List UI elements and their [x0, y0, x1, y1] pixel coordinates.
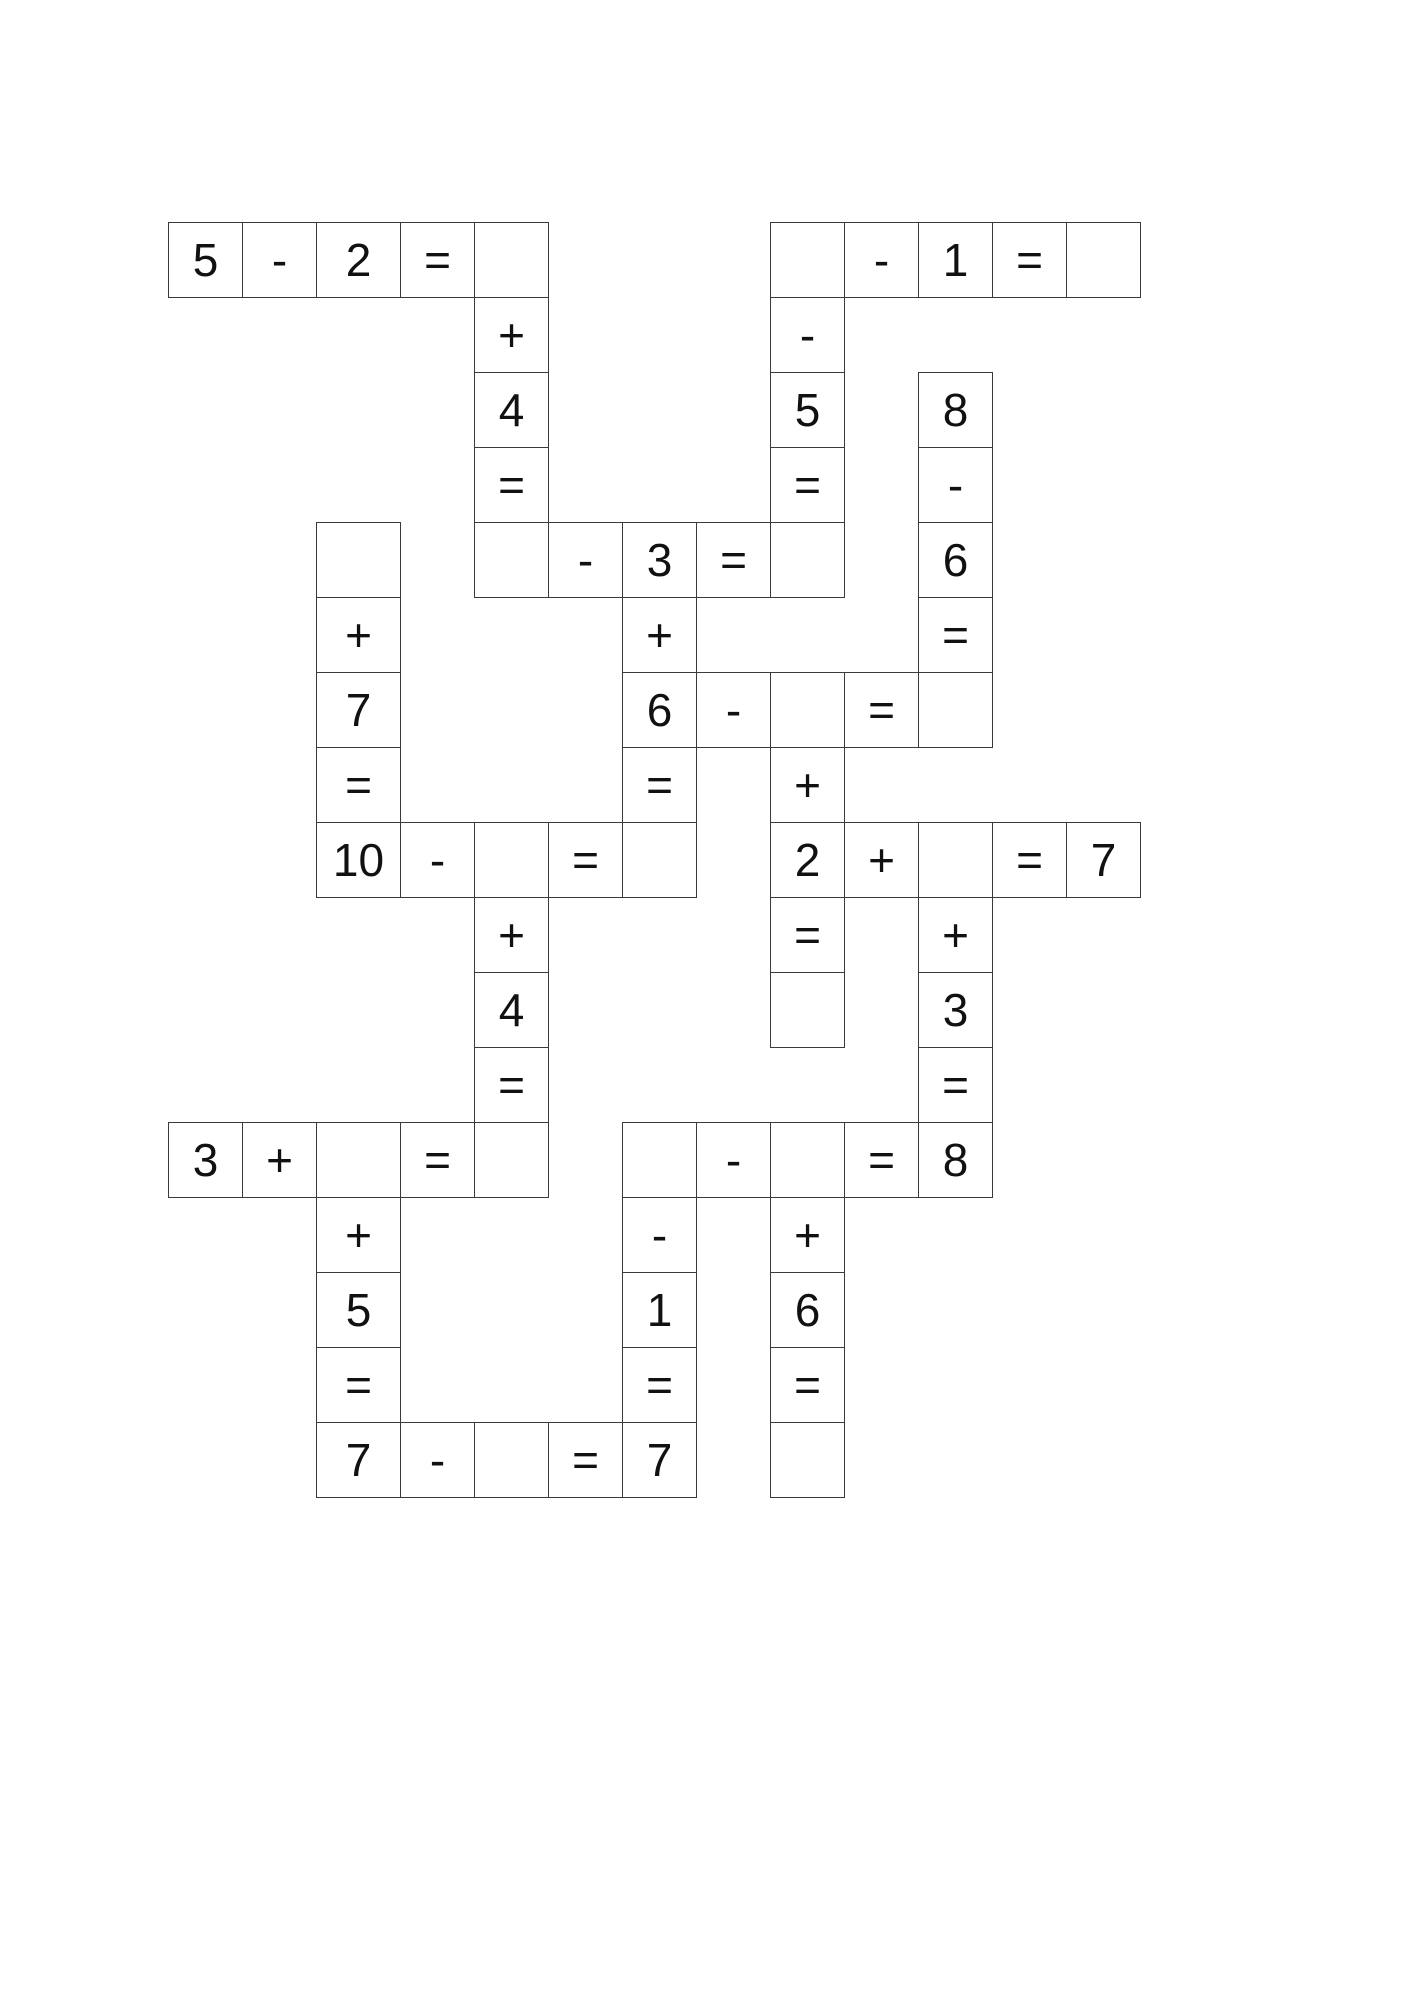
clue-cell: =	[770, 1347, 845, 1423]
clue-cell: +	[242, 1122, 317, 1198]
clue-cell: -	[770, 297, 845, 373]
clue-cell: -	[918, 447, 993, 523]
clue-cell: =	[622, 1347, 697, 1423]
clue-cell: =	[400, 1122, 475, 1198]
clue-cell: =	[918, 1047, 993, 1123]
clue-cell: 8	[918, 1122, 993, 1198]
answer-cell[interactable]	[918, 822, 993, 898]
clue-cell: +	[770, 1197, 845, 1273]
clue-cell: =	[474, 447, 549, 523]
clue-cell: =	[918, 597, 993, 673]
clue-cell: -	[622, 1197, 697, 1273]
answer-cell[interactable]	[622, 822, 697, 898]
answer-cell[interactable]	[474, 822, 549, 898]
clue-cell: -	[844, 222, 919, 298]
clue-cell: 7	[1066, 822, 1141, 898]
clue-cell: 3	[918, 972, 993, 1048]
clue-cell: 7	[316, 1422, 401, 1498]
clue-cell: 5	[316, 1272, 401, 1348]
clue-cell: 6	[918, 522, 993, 598]
answer-cell[interactable]	[474, 222, 549, 298]
clue-cell: -	[400, 822, 475, 898]
answer-cell[interactable]	[918, 672, 993, 748]
clue-cell: 6	[622, 672, 697, 748]
clue-cell: 5	[770, 372, 845, 448]
answer-cell[interactable]	[316, 1122, 401, 1198]
clue-cell: +	[770, 747, 845, 823]
clue-cell: =	[992, 822, 1067, 898]
clue-cell: 3	[622, 522, 697, 598]
clue-cell: +	[316, 1197, 401, 1273]
clue-cell: 5	[168, 222, 243, 298]
clue-cell: +	[474, 297, 549, 373]
clue-cell: -	[696, 1122, 771, 1198]
clue-cell: -	[548, 522, 623, 598]
clue-cell: =	[316, 747, 401, 823]
clue-cell: =	[992, 222, 1067, 298]
clue-cell: =	[770, 447, 845, 523]
clue-cell: 2	[770, 822, 845, 898]
clue-cell: 4	[474, 972, 549, 1048]
clue-cell: =	[548, 1422, 623, 1498]
clue-cell: -	[242, 222, 317, 298]
clue-cell: +	[474, 897, 549, 973]
clue-cell: =	[844, 1122, 919, 1198]
clue-cell: +	[622, 597, 697, 673]
answer-cell[interactable]	[770, 1122, 845, 1198]
clue-cell: =	[316, 1347, 401, 1423]
clue-cell: 7	[316, 672, 401, 748]
answer-cell[interactable]	[1066, 222, 1141, 298]
answer-cell[interactable]	[770, 222, 845, 298]
answer-cell[interactable]	[770, 672, 845, 748]
clue-cell: +	[316, 597, 401, 673]
clue-cell: +	[844, 822, 919, 898]
clue-cell: 1	[918, 222, 993, 298]
clue-cell: =	[696, 522, 771, 598]
clue-cell: 1	[622, 1272, 697, 1348]
answer-cell[interactable]	[474, 522, 549, 598]
clue-cell: 2	[316, 222, 401, 298]
clue-cell: =	[548, 822, 623, 898]
clue-cell: 10	[316, 822, 401, 898]
answer-cell[interactable]	[770, 522, 845, 598]
clue-cell: =	[844, 672, 919, 748]
clue-cell: 7	[622, 1422, 697, 1498]
clue-cell: +	[918, 897, 993, 973]
clue-cell: -	[696, 672, 771, 748]
answer-cell[interactable]	[474, 1422, 549, 1498]
answer-cell[interactable]	[316, 522, 401, 598]
clue-cell: 3	[168, 1122, 243, 1198]
clue-cell: 8	[918, 372, 993, 448]
answer-cell[interactable]	[474, 1122, 549, 1198]
clue-cell: =	[770, 897, 845, 973]
answer-cell[interactable]	[770, 1422, 845, 1498]
clue-cell: -	[400, 1422, 475, 1498]
clue-cell: =	[474, 1047, 549, 1123]
answer-cell[interactable]	[622, 1122, 697, 1198]
clue-cell: =	[400, 222, 475, 298]
answer-cell[interactable]	[770, 972, 845, 1048]
clue-cell: 6	[770, 1272, 845, 1348]
clue-cell: 4	[474, 372, 549, 448]
clue-cell: =	[622, 747, 697, 823]
